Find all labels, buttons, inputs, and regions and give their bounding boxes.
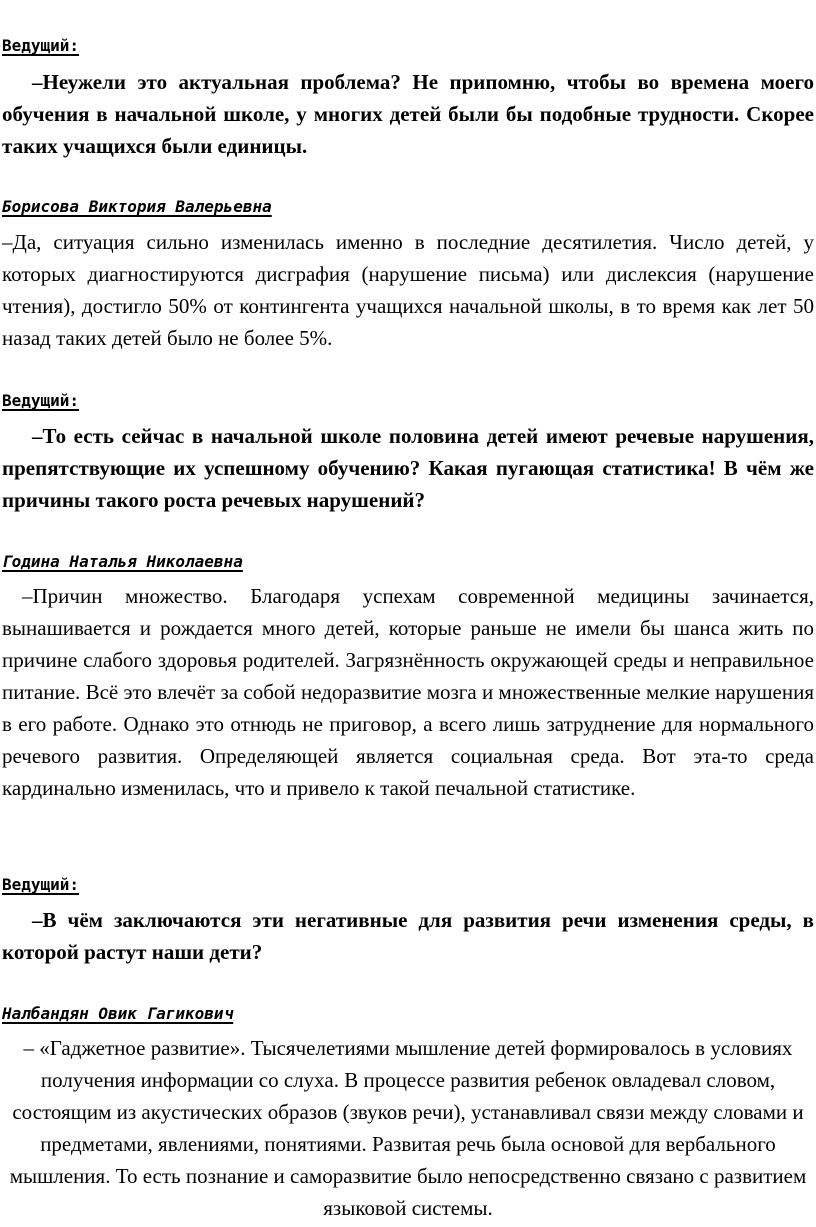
answer-borisova: –Да, ситуация сильно изменилась именно в последние десятилетия. Число детей, у которых диагностируются дисграфия (нарушение письма) или дислексия (нарушение чтения), достигло 50% от контингента учащихся начальной школы, в то время как лет 50 назад таких детей было не более 5%. [2,230,814,350]
speaker-host: Ведущий: [2,36,80,55]
host-question-2: –То есть сейчас в начальной школе половина детей имеют речевые нарушения, препятствующие их успешному обучению? Какая пугающая статистика! В чём же причины такого роста речевых нарушений? [2,424,814,512]
speaker-borisova: Борисова Виктория Валерьевна [2,197,272,216]
host-question-1: –Неужели это актуальная проблема? Не припомню, чтобы во времена моего обучения в начальной школе, у многих детей были бы подобные трудности. Скорее таких учащихся были единицы. [2,70,814,158]
speaker-host: Ведущий: [2,391,80,410]
answer-godina: –Причин множество. Благодаря успехам современной медицины зачинается, вынашивается и рождается много детей, которые раньше не имели бы шанса жить по причине слабого здоровья родителей. Загрязнённость окружающей среды и неправильное питание. Всё это влечёт за собой недоразвитие мозга и множественные мелкие нарушения в его работе. Однако это отнюдь не приговор, а всего лишь затруднение для нормального речевого развития. Определяющей является социальная среда. Вот эта-то среда кардинально изменилась, что и привело к такой печальной статистике. [2,584,814,800]
speaker-nalbandyan: Налбандян Овик Гагикович [2,1004,234,1023]
speaker-host: Ведущий: [2,875,80,894]
host-question-3: –В чём заключаются эти негативные для развития речи изменения среды, в которой растут наши дети? [2,908,814,964]
answer-nalbandyan: – «Гаджетное развитие». Тысячелетиями мышление детей формировалось в условиях получения информации со слуха. В процессе развития ребенок овладевал словом, состоящим из акустических образов (звуков речи), устанавливал связи между словами и предметами, явлениями, понятиями. Развитая речь была основой для вербального мышления. То есть познание и саморазвитие было непосредственно связано с развитием языковой системы. [9,1036,807,1220]
speaker-godina: Година Наталья Николаевна [2,552,243,571]
